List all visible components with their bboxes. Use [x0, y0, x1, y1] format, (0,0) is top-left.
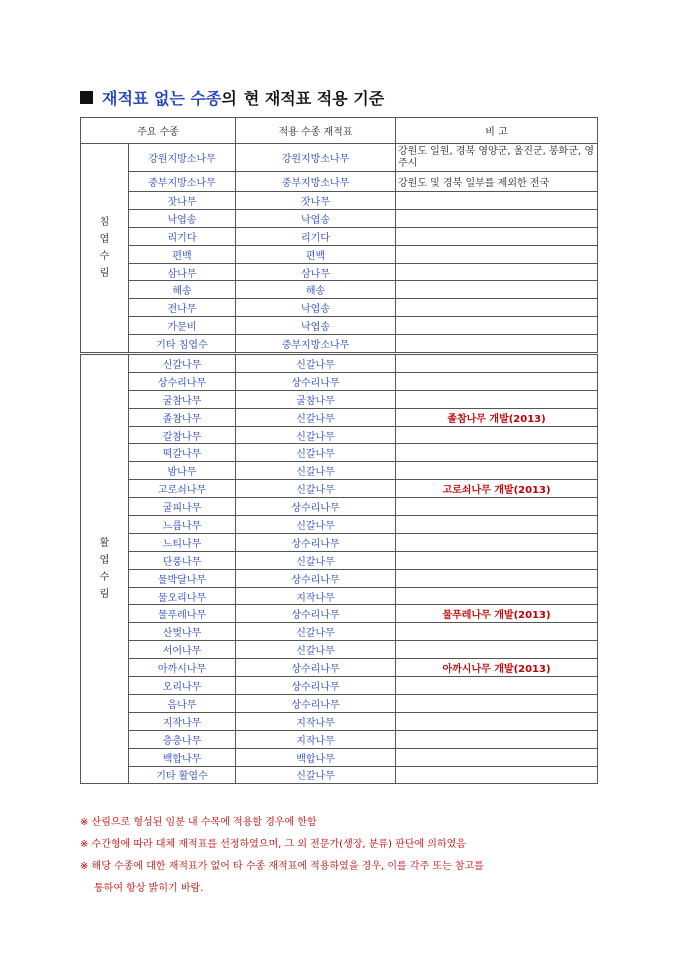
table-row	[81, 551, 598, 569]
species-cell: 오리나무	[129, 677, 236, 695]
title-rest: 현 재적표 적용 기준	[243, 88, 385, 108]
group-label	[81, 354, 129, 784]
applied-table-cell: 신갈나무	[236, 480, 396, 498]
group-label-char: 침	[99, 217, 110, 228]
applied-table-cell: 편백	[236, 245, 396, 263]
species-cell: 산벚나무	[129, 623, 236, 641]
remarks-cell: 강원도 일원, 경북 영양군, 울진군, 봉화군, 영주시	[396, 144, 598, 172]
species-cell: 잣나무	[129, 192, 236, 210]
table-row	[81, 569, 598, 587]
table-row	[81, 712, 598, 730]
table-row	[81, 677, 598, 695]
group-label-char: 활	[99, 538, 110, 550]
applied-table-cell: 신갈나무	[236, 623, 396, 641]
remarks-cell	[396, 551, 598, 569]
remarks-cell	[396, 766, 598, 784]
species-cell: 음나무	[129, 694, 236, 712]
species-cell: 전나무	[129, 299, 236, 317]
remarks-cell	[396, 317, 598, 335]
species-cell: 물오리나무	[129, 587, 236, 605]
remarks-cell: 졸참나무 개발(2013)	[396, 408, 598, 426]
table-row	[81, 144, 598, 172]
remarks-cell	[396, 498, 598, 516]
species-cell: 기타 활엽수	[129, 766, 236, 784]
remarks-cell	[396, 354, 598, 373]
species-cell: 지작나무	[129, 712, 236, 730]
table-row	[81, 587, 598, 605]
applied-table-cell: 해송	[236, 281, 396, 299]
applied-table-cell: 상수리나무	[236, 498, 396, 516]
applied-table-cell: 낙엽송	[236, 299, 396, 317]
remarks-cell	[396, 516, 598, 534]
table-row	[81, 372, 598, 390]
remarks-cell: 강원도 및 경북 일부를 제외한 전국	[396, 172, 598, 192]
table-row	[81, 766, 598, 784]
species-cell: 고로쇠나무	[129, 480, 236, 498]
applied-table-cell: 지작나무	[236, 587, 396, 605]
remarks-cell	[396, 299, 598, 317]
table-row	[81, 480, 598, 498]
remarks-cell	[396, 245, 598, 263]
applied-table-cell: 상수리나무	[236, 677, 396, 695]
table-row	[81, 516, 598, 534]
species-cell: 신갈나무	[129, 354, 236, 373]
species-cell: 물박달나무	[129, 569, 236, 587]
table-row	[81, 209, 598, 227]
remarks-cell	[396, 623, 598, 641]
remarks-cell	[396, 641, 598, 659]
remarks-cell	[396, 192, 598, 210]
table-row	[81, 659, 598, 677]
table-header-row	[81, 118, 598, 144]
applied-table-cell: 리기다	[236, 227, 396, 245]
remarks-cell	[396, 263, 598, 281]
remarks-cell	[396, 587, 598, 605]
applied-table-cell: 잣나무	[236, 192, 396, 210]
applied-table-cell: 신갈나무	[236, 766, 396, 784]
group-label-char: 림	[99, 268, 110, 279]
species-cell: 편백	[129, 245, 236, 263]
species-cell: 느릅나무	[129, 516, 236, 534]
table-row	[81, 263, 598, 281]
species-cell: 서어나무	[129, 641, 236, 659]
footnotes	[80, 812, 620, 900]
species-cell: 아까시나무	[129, 659, 236, 677]
remarks-cell	[396, 426, 598, 444]
group-label-char: 엽	[99, 234, 110, 245]
species-cell: 굴피나무	[129, 498, 236, 516]
table-row	[81, 192, 598, 210]
species-cell: 물푸레나무	[129, 605, 236, 623]
applied-table-cell: 신갈나무	[236, 551, 396, 569]
remarks-cell	[396, 694, 598, 712]
applied-table-cell: 낙엽송	[236, 209, 396, 227]
table-row	[81, 694, 598, 712]
applied-table-cell: 상수리나무	[236, 694, 396, 712]
footnote-3-continued: 통하여 항상 밝히기 바람.	[94, 883, 204, 894]
applied-table-cell: 상수리나무	[236, 372, 396, 390]
table-row	[81, 299, 598, 317]
applied-table-cell: 굴참나무	[236, 390, 396, 408]
species-cell: 리기다	[129, 227, 236, 245]
remarks-cell: 아까시나무 개발(2013)	[396, 659, 598, 677]
remarks-cell	[396, 372, 598, 390]
header-main-species: 주요 수종	[81, 118, 236, 144]
table-row	[81, 172, 598, 192]
table-row	[81, 748, 598, 766]
table-row	[81, 641, 598, 659]
header-applied-table: 적용 수종 재적표	[236, 118, 396, 144]
square-bullet-icon	[80, 91, 93, 104]
table-row	[81, 623, 598, 641]
table-row	[81, 426, 598, 444]
table-row	[81, 533, 598, 551]
header-remarks: 비 고	[396, 118, 598, 144]
applied-table-cell: 신갈나무	[236, 408, 396, 426]
group-label-char: 수	[99, 251, 110, 262]
applied-table-cell: 삼나무	[236, 263, 396, 281]
species-cell: 느티나무	[129, 533, 236, 551]
table-row	[81, 317, 598, 335]
applied-table-cell: 중부지방소나무	[236, 335, 396, 354]
page-title	[80, 85, 384, 109]
applied-table-cell: 신갈나무	[236, 426, 396, 444]
species-cell: 상수리나무	[129, 372, 236, 390]
species-cell: 중부지방소나무	[129, 172, 236, 192]
group-label	[81, 144, 129, 354]
species-cell: 삼나무	[129, 263, 236, 281]
footnote-1: ※ 산림으로 형성된 임분 내 수목에 적용할 경우에 한함	[80, 817, 317, 828]
applied-table-cell: 낙엽송	[236, 317, 396, 335]
species-cell: 백합나무	[129, 748, 236, 766]
species-cell: 단풍나무	[129, 551, 236, 569]
applied-table-cell: 중부지방소나무	[236, 172, 396, 192]
species-cell: 강원지방소나무	[129, 144, 236, 172]
table-row	[81, 498, 598, 516]
species-cell: 떡갈나무	[129, 444, 236, 462]
table-row	[81, 354, 598, 373]
table-row	[81, 281, 598, 299]
applied-table-cell: 신갈나무	[236, 516, 396, 534]
species-cell: 밤나무	[129, 462, 236, 480]
group-label-char: 엽	[99, 555, 110, 567]
remarks-cell	[396, 533, 598, 551]
table-row	[81, 227, 598, 245]
applied-table-cell: 강원지방소나무	[236, 144, 396, 172]
title-particle: 의	[221, 88, 237, 108]
remarks-cell	[396, 281, 598, 299]
table-row	[81, 444, 598, 462]
applied-table-cell: 지작나무	[236, 730, 396, 748]
remarks-cell: 고로쇠나무 개발(2013)	[396, 480, 598, 498]
remarks-cell	[396, 677, 598, 695]
applied-table-cell: 신갈나무	[236, 641, 396, 659]
remarks-cell	[396, 227, 598, 245]
remarks-cell	[396, 209, 598, 227]
species-cell: 졸참나무	[129, 408, 236, 426]
species-cell: 낙엽송	[129, 209, 236, 227]
footnote-3: ※ 해당 수종에 대한 재적표가 없어 타 수종 재적표에 적용하였을 경우, 이를 각주 또는 참고를	[80, 861, 484, 872]
footnote-2: ※ 수간형에 따라 대체 재적표를 선정하였으며, 그 외 전문가(생장, 분류) 판단에 의하였음	[80, 839, 466, 850]
remarks-cell	[396, 730, 598, 748]
remarks-cell: 물푸레나무 개발(2013)	[396, 605, 598, 623]
remarks-cell	[396, 335, 598, 354]
species-cell: 해송	[129, 281, 236, 299]
remarks-cell	[396, 444, 598, 462]
table-row	[81, 730, 598, 748]
applied-table-cell: 상수리나무	[236, 569, 396, 587]
species-cell: 기타 침엽수	[129, 335, 236, 354]
applied-table-cell: 상수리나무	[236, 533, 396, 551]
remarks-cell	[396, 462, 598, 480]
title-highlight: 재적표 없는 수종	[102, 88, 222, 108]
species-cell: 갈참나무	[129, 426, 236, 444]
table-row	[81, 605, 598, 623]
applied-table-cell: 신갈나무	[236, 444, 396, 462]
broadleaf-section	[81, 354, 598, 784]
table-row	[81, 408, 598, 426]
applied-table-cell: 상수리나무	[236, 605, 396, 623]
remarks-cell	[396, 390, 598, 408]
applied-table-cell: 상수리나무	[236, 659, 396, 677]
remarks-cell	[396, 569, 598, 587]
applied-table-cell: 신갈나무	[236, 462, 396, 480]
applied-table-cell: 백합나무	[236, 748, 396, 766]
group-label-char: 림	[99, 589, 110, 601]
table-row	[81, 462, 598, 480]
volume-table	[80, 117, 598, 784]
table-row	[81, 390, 598, 408]
species-cell: 가문비	[129, 317, 236, 335]
applied-table-cell: 신갈나무	[236, 354, 396, 373]
species-cell: 층층나무	[129, 730, 236, 748]
remarks-cell	[396, 712, 598, 730]
table-row	[81, 245, 598, 263]
group-label-char: 수	[99, 572, 110, 584]
conifer-section	[81, 144, 598, 354]
species-cell: 굴참나무	[129, 390, 236, 408]
applied-table-cell: 지작나무	[236, 712, 396, 730]
table-row	[81, 335, 598, 354]
remarks-cell	[396, 748, 598, 766]
